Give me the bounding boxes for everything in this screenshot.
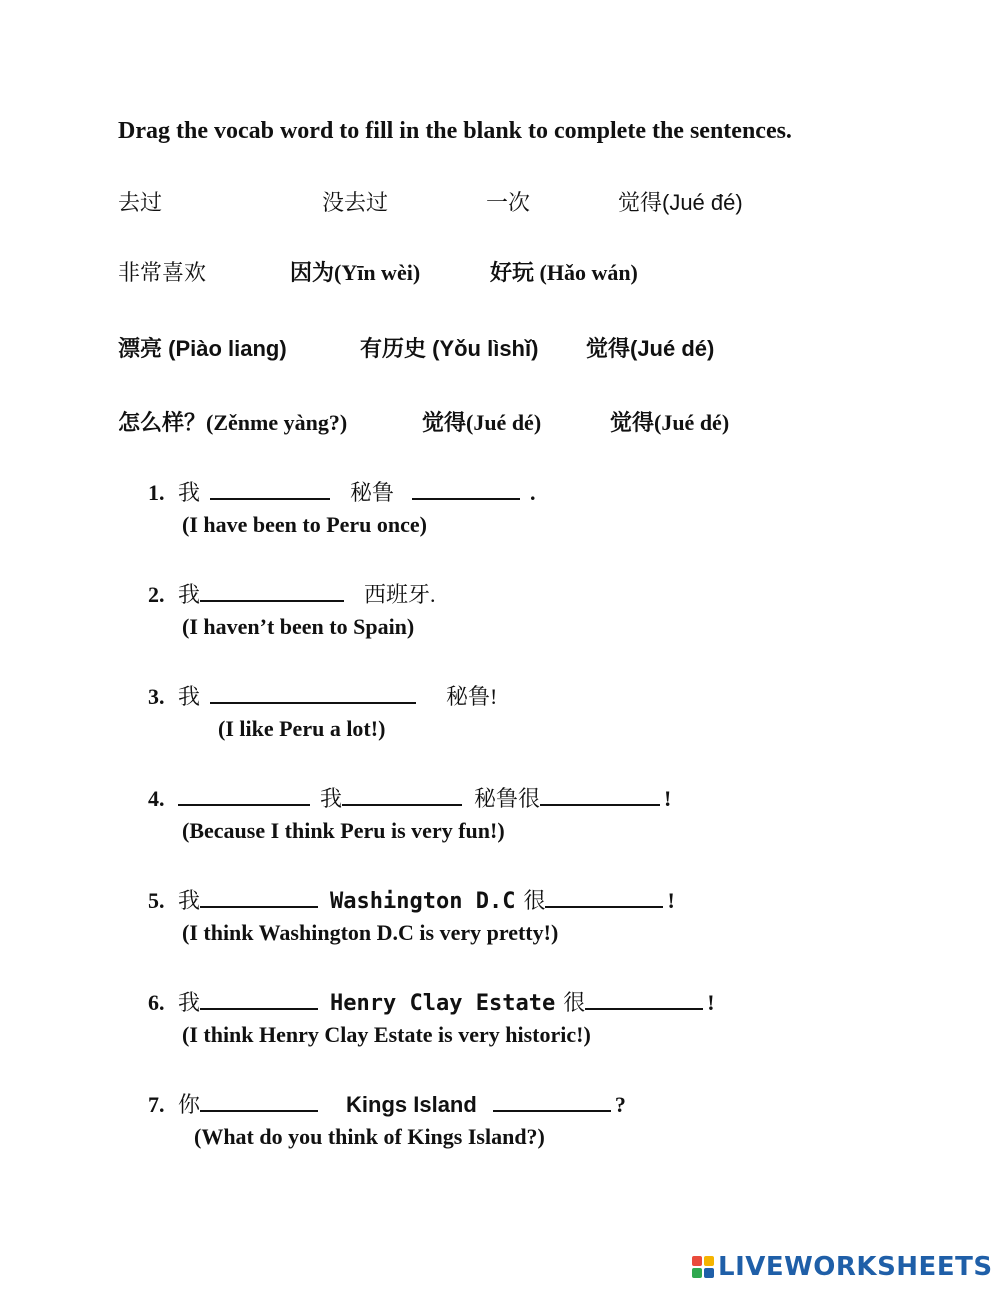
- vocab-word[interactable]: 漂亮 (Piào liang): [118, 336, 287, 361]
- answer-blank[interactable]: [210, 480, 330, 500]
- answer-blank[interactable]: [585, 990, 703, 1010]
- question-text: 很: [523, 888, 546, 913]
- question-text: !: [707, 990, 715, 1015]
- question-text: !: [667, 888, 675, 913]
- question-4: [148, 782, 671, 813]
- question-2: [148, 578, 436, 609]
- question-text: 我: [178, 888, 201, 913]
- vocab-word[interactable]: 因为(Yīn wèi): [290, 260, 421, 285]
- answer-blank[interactable]: [540, 786, 660, 806]
- question-number: 2.: [148, 582, 165, 607]
- question-text: Henry Clay Estate: [330, 991, 556, 1016]
- answer-blank[interactable]: [200, 1092, 318, 1112]
- translation-text: (I think Washington D.C is very pretty!): [182, 920, 559, 945]
- question-text: 秘鲁: [350, 480, 395, 505]
- translation-text: (I have been to Peru once): [182, 512, 428, 537]
- question-6: [148, 986, 715, 1017]
- vocab-word[interactable]: 觉得(Jué dé): [610, 410, 730, 435]
- question-number: 4.: [148, 786, 165, 811]
- question-number: 6.: [148, 990, 165, 1015]
- question-text: ?: [614, 1092, 626, 1117]
- question-text: .: [530, 480, 536, 505]
- question-text: !: [664, 786, 672, 811]
- vocab-word[interactable]: 非常喜欢: [118, 260, 207, 285]
- question-text: 秘鲁很: [474, 786, 541, 811]
- translation-text: (I like Peru a lot!): [218, 716, 386, 741]
- vocab-word[interactable]: 有历史 (Yǒu lìshǐ): [360, 336, 539, 361]
- instruction-text: Drag the vocab word to fill in the blank to complete the sentences.: [118, 118, 792, 144]
- vocab-word[interactable]: 觉得(Jué dé): [422, 410, 542, 435]
- question-number: 3.: [148, 684, 165, 709]
- vocab-word[interactable]: 好玩 (Hǎo wán): [490, 260, 638, 285]
- vocab-word[interactable]: 觉得(Jué dé): [586, 336, 715, 361]
- question-1: [148, 476, 536, 507]
- translation-text: (I haven’t been to Spain): [182, 614, 415, 639]
- question-text: Kings Island: [346, 1092, 477, 1117]
- question-text: Washington D.C: [330, 889, 516, 914]
- translation-text: (Because I think Peru is very fun!): [182, 818, 505, 843]
- answer-blank[interactable]: [178, 786, 310, 806]
- logo-icon: [692, 1256, 714, 1278]
- vocab-word[interactable]: 觉得(Jué đé): [618, 190, 743, 215]
- vocab-word[interactable]: 怎么样？(Zěnme yàng?): [118, 410, 348, 435]
- vocab-word[interactable]: 没去过: [322, 190, 389, 215]
- question-number: 7.: [148, 1092, 165, 1117]
- question-text: 我: [320, 786, 343, 811]
- question-number: 5.: [148, 888, 165, 913]
- answer-blank[interactable]: [200, 582, 344, 602]
- answer-blank[interactable]: [200, 888, 318, 908]
- question-text: 西班牙.: [364, 582, 436, 607]
- answer-blank[interactable]: [200, 990, 318, 1010]
- translation-text: (I think Henry Clay Estate is very historic!): [182, 1022, 591, 1047]
- question-text: 我: [178, 990, 201, 1015]
- vocab-word[interactable]: 一次: [486, 190, 531, 215]
- question-3: [148, 680, 497, 711]
- question-text: 我: [178, 684, 201, 709]
- question-text: 很: [563, 990, 586, 1015]
- answer-blank[interactable]: [412, 480, 520, 500]
- liveworksheets-logo[interactable]: [692, 1252, 993, 1282]
- question-5: [148, 884, 675, 915]
- translation-text: (What do you think of Kings Island?): [194, 1124, 545, 1149]
- question-number: 1.: [148, 480, 165, 505]
- question-text: 你: [178, 1092, 201, 1117]
- question-text: 我: [178, 582, 201, 607]
- vocab-word[interactable]: 去过: [118, 190, 163, 215]
- question-text: 我: [178, 480, 201, 505]
- answer-blank[interactable]: [342, 786, 462, 806]
- answer-blank[interactable]: [210, 684, 416, 704]
- question-text: 秘鲁!: [446, 684, 498, 709]
- logo-text: LIVEWORKSHEETS: [718, 1252, 993, 1282]
- answer-blank[interactable]: [545, 888, 663, 908]
- answer-blank[interactable]: [493, 1092, 611, 1112]
- question-7: [148, 1088, 626, 1119]
